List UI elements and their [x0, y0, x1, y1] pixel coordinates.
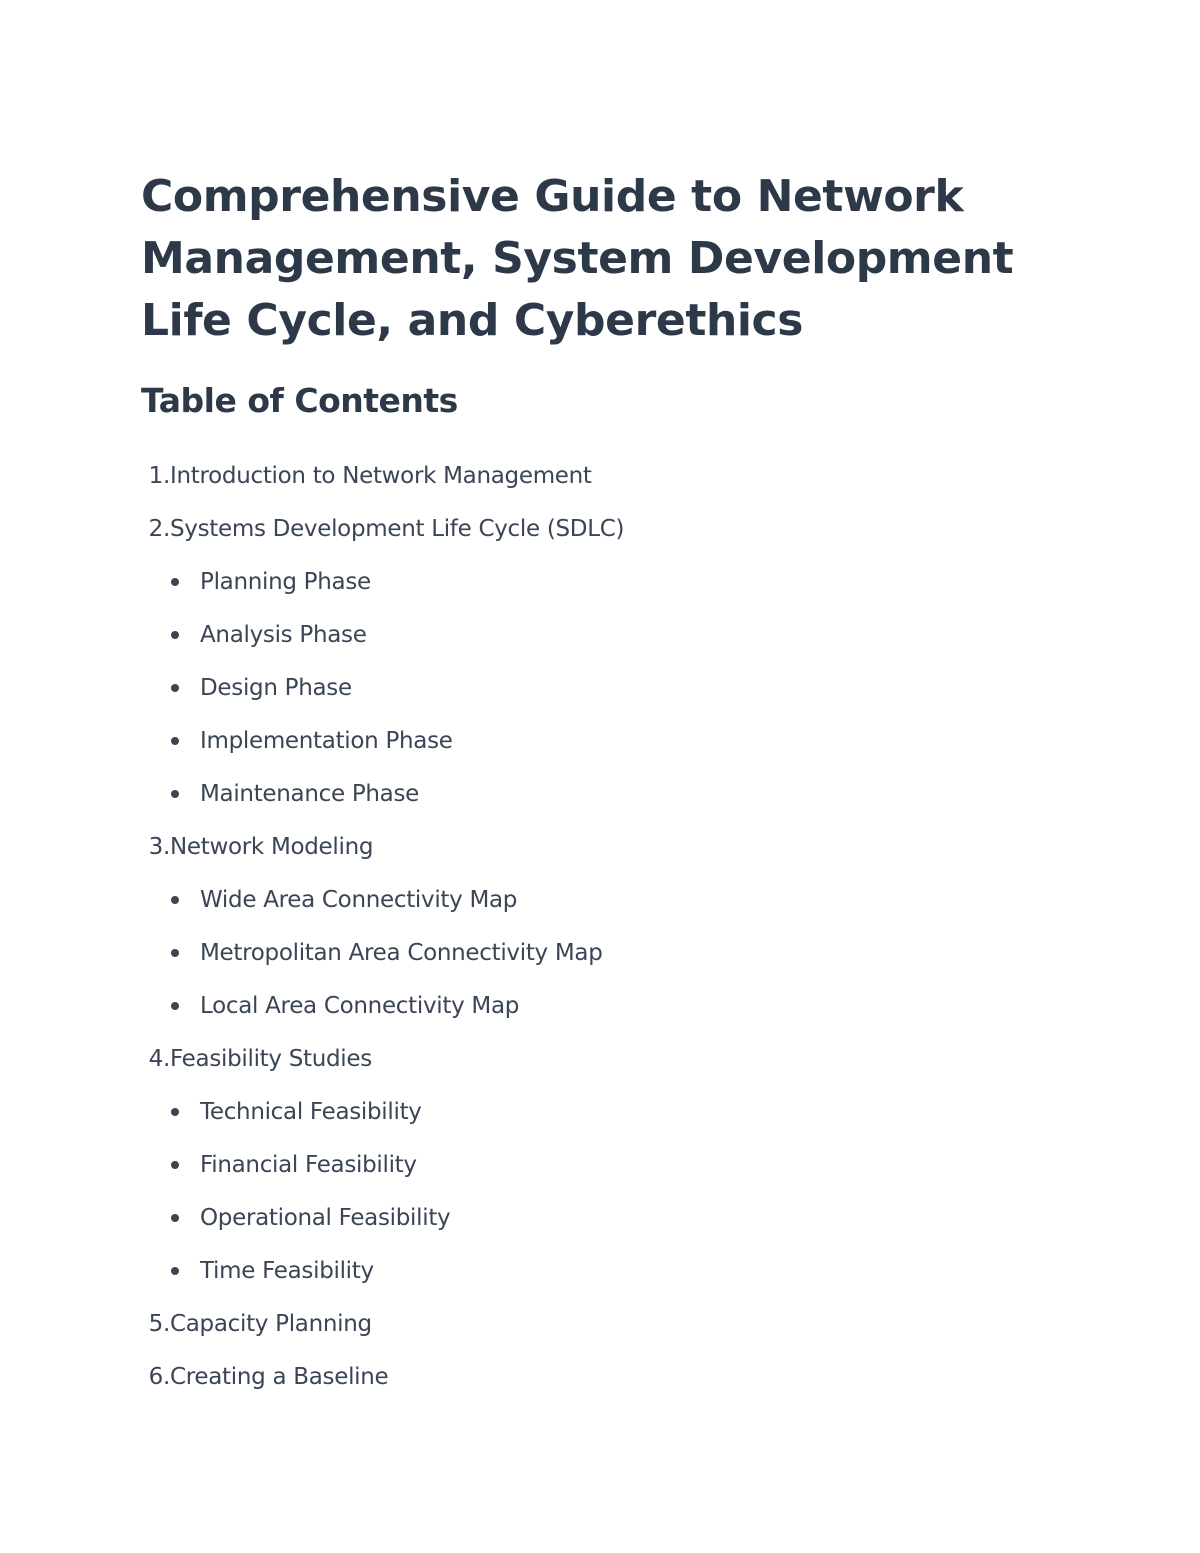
- toc-subitem-link[interactable]: Time Feasibility: [200, 1257, 374, 1284]
- bullet-icon: [171, 1214, 179, 1222]
- toc-subitem-link[interactable]: Financial Feasibility: [200, 1151, 417, 1178]
- toc-item-link[interactable]: Systems Development Life Cycle (SDLC): [170, 515, 625, 542]
- toc-item-link[interactable]: Introduction to Network Management: [170, 462, 592, 489]
- toc-item-number: 2.: [148, 515, 170, 542]
- toc-item[interactable]: [141, 502, 1041, 555]
- bullet-icon: [171, 896, 179, 904]
- toc-heading: Table of Contents: [141, 381, 458, 420]
- toc-subitem-link[interactable]: Implementation Phase: [200, 727, 453, 754]
- toc-item[interactable]: [141, 1297, 1041, 1350]
- toc-subitem[interactable]: [141, 926, 1041, 979]
- toc-item-number: 3.: [148, 833, 170, 860]
- toc-subitem-link[interactable]: Analysis Phase: [200, 621, 367, 648]
- bullet-icon: [171, 790, 179, 798]
- toc-subitem[interactable]: [141, 714, 1041, 767]
- toc-subitem-link[interactable]: Wide Area Connectivity Map: [200, 886, 518, 913]
- toc-item[interactable]: [141, 820, 1041, 873]
- toc-item[interactable]: [141, 449, 1041, 502]
- bullet-icon: [171, 684, 179, 692]
- toc-subitem-link[interactable]: Metropolitan Area Connectivity Map: [200, 939, 603, 966]
- toc-item-number: 6.: [148, 1363, 170, 1390]
- toc-item-number: 4.: [148, 1045, 170, 1072]
- bullet-icon: [171, 1002, 179, 1010]
- toc-subitem-link[interactable]: Operational Feasibility: [200, 1204, 451, 1231]
- document-title: Comprehensive Guide to Network Management, System Development Life Cycle, and Cyberethics: [141, 171, 1014, 346]
- toc-item[interactable]: [141, 1350, 1041, 1403]
- toc-subitem[interactable]: [141, 1138, 1041, 1191]
- bullet-icon: [171, 737, 179, 745]
- toc-subitem[interactable]: [141, 979, 1041, 1032]
- toc-item-link[interactable]: Capacity Planning: [170, 1310, 372, 1337]
- toc-item-number: 1.: [148, 462, 170, 489]
- toc-subitem-link[interactable]: Design Phase: [200, 674, 352, 701]
- toc-subitem[interactable]: [141, 1085, 1041, 1138]
- table-of-contents: [141, 449, 1041, 1403]
- toc-subitem[interactable]: [141, 555, 1041, 608]
- toc-subitem-link[interactable]: Planning Phase: [200, 568, 371, 595]
- toc-subitem[interactable]: [141, 1244, 1041, 1297]
- toc-subitem[interactable]: [141, 661, 1041, 714]
- toc-item[interactable]: [141, 1032, 1041, 1085]
- toc-subitem[interactable]: [141, 1191, 1041, 1244]
- toc-item-link[interactable]: Creating a Baseline: [170, 1363, 389, 1390]
- bullet-icon: [171, 1161, 179, 1169]
- toc-item-link[interactable]: Network Modeling: [170, 833, 374, 860]
- bullet-icon: [171, 1267, 179, 1275]
- bullet-icon: [171, 1108, 179, 1116]
- toc-item-number: 5.: [148, 1310, 170, 1337]
- toc-subitem[interactable]: [141, 767, 1041, 820]
- toc-subitem[interactable]: [141, 608, 1041, 661]
- bullet-icon: [171, 631, 179, 639]
- toc-item-link[interactable]: Feasibility Studies: [170, 1045, 372, 1072]
- toc-subitem-link[interactable]: Technical Feasibility: [200, 1098, 422, 1125]
- toc-subitem-link[interactable]: Maintenance Phase: [200, 780, 420, 807]
- bullet-icon: [171, 578, 179, 586]
- toc-subitem-link[interactable]: Local Area Connectivity Map: [200, 992, 520, 1019]
- toc-subitem[interactable]: [141, 873, 1041, 926]
- bullet-icon: [171, 949, 179, 957]
